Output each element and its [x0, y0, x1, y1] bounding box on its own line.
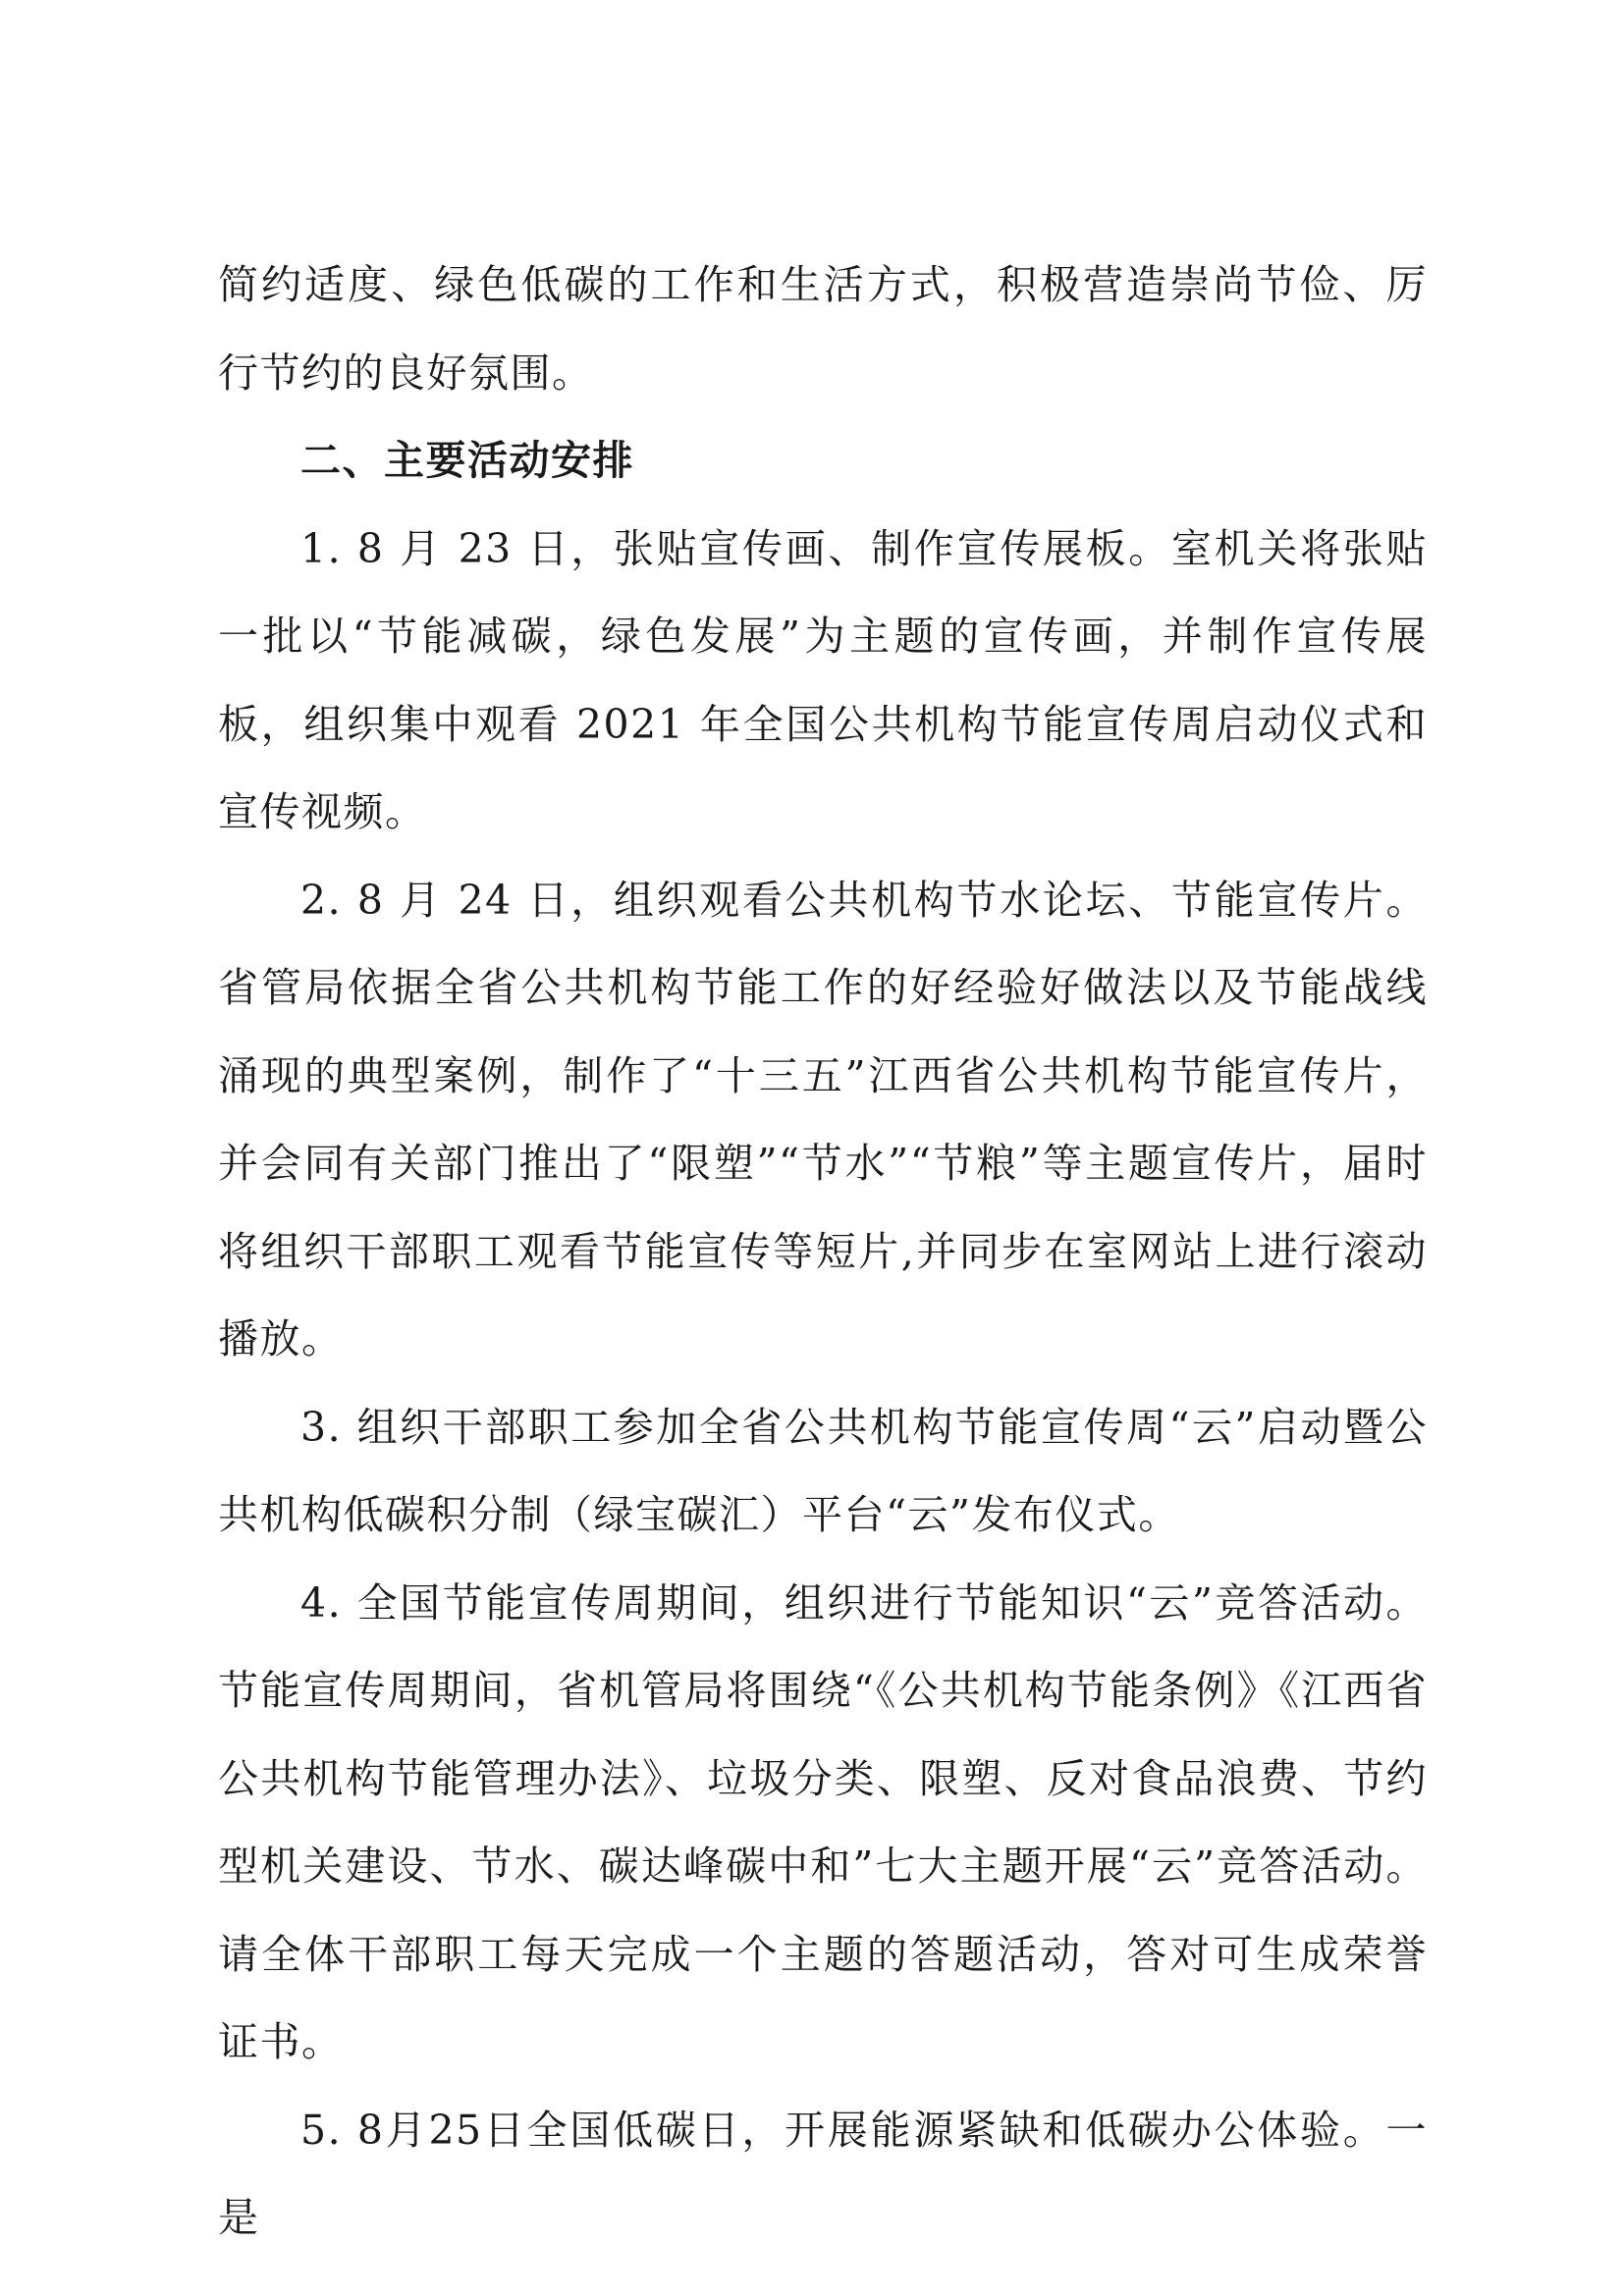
activity-item-4: 4. 全国节能宣传周期间，组织进行节能知识“云”竞答活动。节能宣传周期间，省机管局将围绕“《公共机构节能条例》《江西省公共机构节能管理办法》、垃圾分类、限塑、反对食品浪费、节约型机关建设、节水、碳达峰碳中和”七大主题开展“云”竞答活动。请全体干部职工每天完成一个主题的答题活动，答对可生成荣誉证书。 — [218, 1578, 1428, 2065]
activity-item-3: 3. 组织干部职工参加全省公共机构节能宣传周“云”启动暨公共机构低碳积分制（绿宝碳汇）平台“云”发布仪式。 — [218, 1403, 1428, 1538]
paragraph-continuation: 简约适度、绿色低碳的工作和生活方式，积极营造崇尚节俭、厉行节约的良好氛围。 — [218, 261, 1428, 397]
activity-item-2: 2. 8 月 24 日，组织观看公共机构节水论坛、节能宣传片。省管局依据全省公共机构节能工作的好经验好做法以及节能战线涌现的典型案例，制作了“十三五”江西省公共机构节能宣传片，并会同有关部门推出了“限塑”“节水”“节粮”等主题宣传片，届时将组织干部职工观看节能宣传等短片,并同步在室网站上进行滚动播放。 — [218, 876, 1428, 1362]
section-heading: 二、主要活动安排 — [300, 437, 634, 484]
activity-item-1: 1. 8 月 23 日，张贴宣传画、制作宣传展板。室机关将张贴一批以“节能减碳，绿色发展”为主题的宣传画，并制作宣传展板，组织集中观看 2021 年全国公共机构节能宣传周启动仪式和宣传视频。 — [218, 524, 1428, 835]
activity-item-5: 5. 8月25日全国低碳日，开展能源紧缺和低碳办公体验。一是 — [218, 2106, 1428, 2241]
document-body — [218, 241, 1428, 2263]
